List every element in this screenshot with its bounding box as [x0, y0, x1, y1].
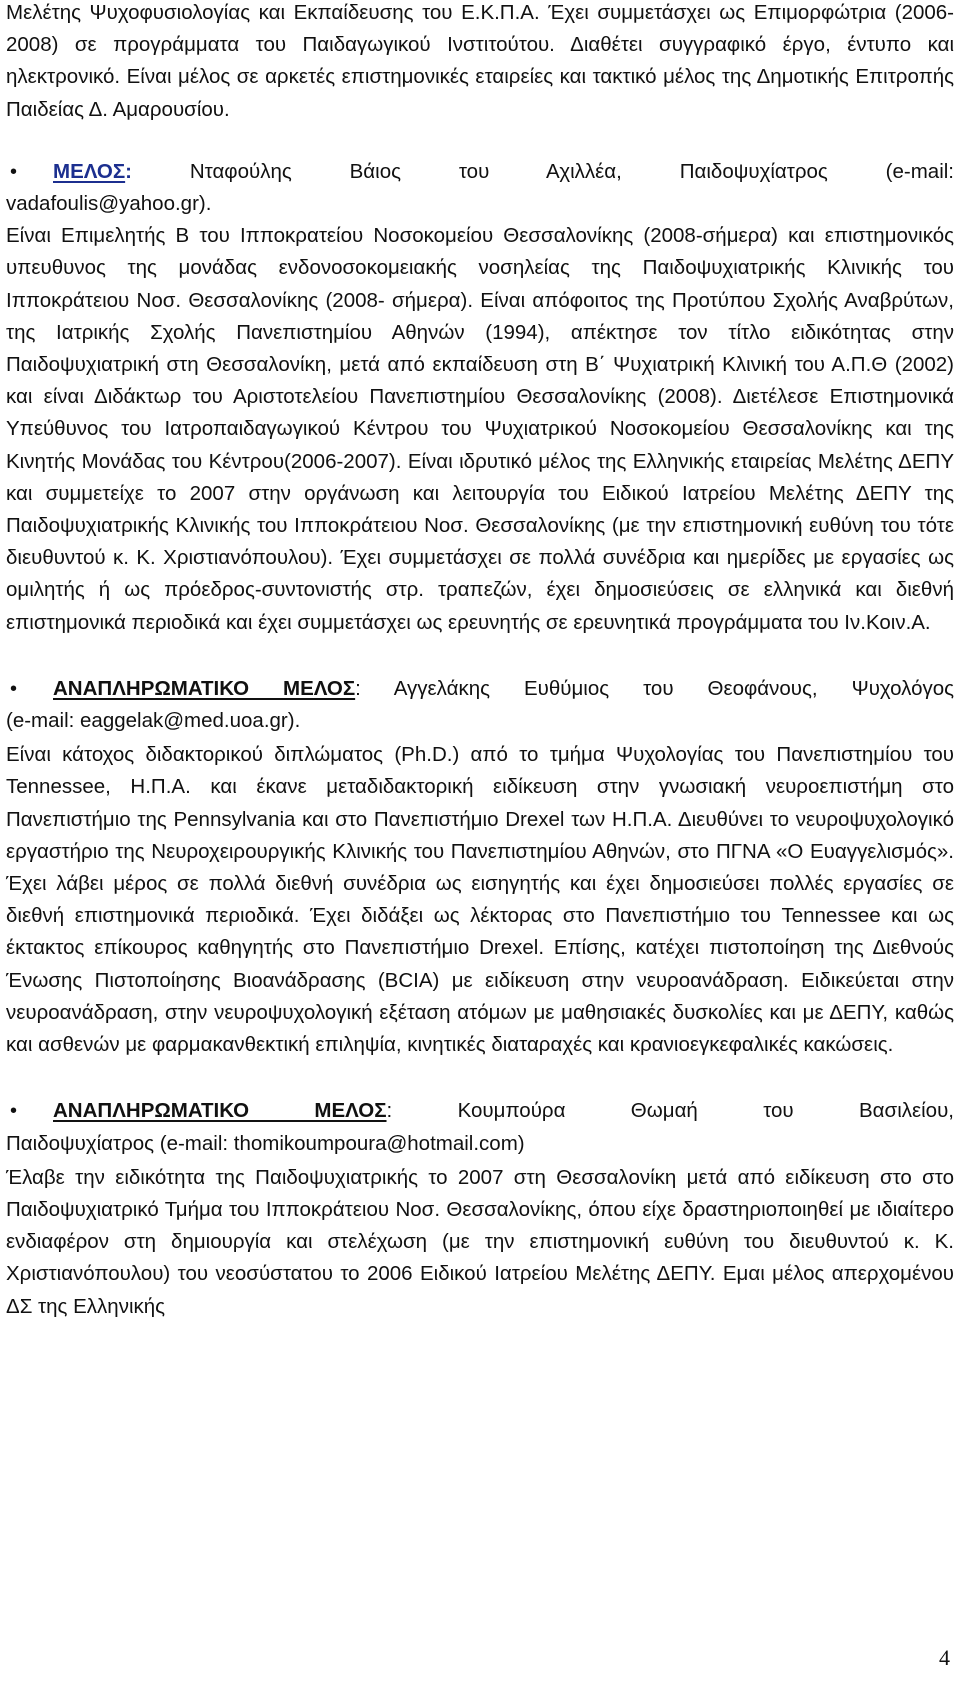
member-name-line: Νταφούλης Βάιος του Αχιλλέα, Παιδοψυχίατρος (e-mail:: [131, 159, 954, 183]
intro-paragraph: Μελέτης Ψυχοφυσιολογίας και Εκπαίδευσης του Ε.Κ.Π.Α. Έχει συμμετάσχει ως Επιμορφώτρια (2006-2008) σε προγράμματα του Παιδαγωγικού Ινστιτούτου. Διαθέτει συγγραφικό έργο, έντυπο και ηλεκτρονικό. Είναι μέλος σε αρκετές επιστημονικές εταιρείες και τακτικό μέλος της Δημοτικής Επιτροπής Παιδείας Δ. Αμαρουσίου.: [6, 1, 954, 121]
member-contact: (e-mail: eaggelak@med.uoa.gr).: [6, 709, 301, 733]
member-name-line: Αγγελάκης Ευθύμιος του Θεοφάνους, Ψυχολόγος: [360, 676, 955, 700]
bullet-icon: •: [10, 677, 18, 700]
member-heading: [6, 673, 954, 705]
member-bio: Είναι Επιμελητής Β του Ιπποκρατείου Νοσοκομείου Θεσσαλονίκης (2008-σήμερα) και επιστημονικός υπευθυνος της μονάδας ενδονοσοκομειακής νοσηλείας της Παιδοψυχιατρικής Κλινικής του Ιπποκράτειου Νοσ. Θεσσαλονίκης (2008- σήμερα). Είναι απόφοιτος της Προτύπου Σχολής Αναβρύτων, της Ιατρικής Σχολής Πανεπιστημίου Αθηνών (1994), απέκτησε τον τίτλο ειδικότητας στην Παιδοψυχιατρική στη Θεσσαλονίκη, μετά από εκπαίδευση στη Β΄ Ψυχιατρική Κλινική του Α.Π.Θ (2002) και είναι Διδάκτωρ του Αριστοτελείου Πανεπιστημίου Θεσσαλονίκης (2008). Διετέλεσε Επιστημονικά Υπεύθυνος του Ιατροπαιδαγωγικού Κέντρου του Ψυχιατρικού Νοσοκομείου Θεσσαλονίκης και της Κινητής Μονάδας του Κέντρου(2006-2007). Είναι ιδρυτικό μέλος της Ελληνικής εταιρείας Μελέτης ΔΕΠΥ και συμμετείχε το 2007 στην οργάνωση και λειτουργία του Ειδικού Ιατρείου Μελέτης ΔΕΠΥ της Παιδοψυχιατρικής Κλινικής του Ιπποκράτειου Νοσ. Θεσσαλονίκης (με την επιστημονική ευθύνη του τότε διευθυντού κ. Κ. Χριστιανόπουλου). Έχει συμμετάσχει σε πολλά συνέδρια και ημερίδες με εργασίες ως ομιλητής ή ως πρόεδρος-συντονιστής στρ. τραπεζών, έχει δημοσιεύσεις σε ελληνικά και διεθνή επιστημονικά περιοδικά και έχει συμμετάσχει ως ερευνητής σε ερευνητικά προγράμματα του Ιν.Κοιν.Α.: [6, 224, 954, 634]
section-gap: [6, 639, 954, 673]
section-gap: [6, 126, 954, 156]
member-contact: vadafoulis@yahoo.gr).: [6, 192, 212, 216]
bullet-icon: •: [10, 1100, 18, 1123]
member-entry: [6, 156, 954, 639]
role-colon: :: [355, 676, 361, 700]
bullet-icon: •: [10, 160, 18, 183]
section-gap: [6, 1061, 954, 1095]
member-heading: [6, 1095, 954, 1127]
role-colon: :: [386, 1099, 393, 1123]
role-colon: :: [125, 159, 132, 183]
document-page: [6, 0, 954, 1323]
page-number: 4: [939, 1645, 950, 1670]
member-bio: Είναι κάτοχος διδακτορικού διπλώματος (Ph.D.) από το τμήμα Ψυχολογίας του Πανεπιστημίου του Tennessee, Η.Π.Α. και έκανε μεταδιδακτορική ειδίκευση στην γνωσιακή νευροεπιστήμη στο Πανεπιστήμιο της Pennsylvania και στο Πανεπιστήμιο Drexel των Η.Π.Α. Διευθύνει το νευροψυχολογικό εργαστήριο της Νευροχειρουργικής Κλινικής του Πανεπιστημίου Αθηνών, στο ΠΓΝΑ «Ο Ευαγγελισμός». Έχει λάβει μέρος σε πολλά διεθνή συνέδρια ως εισηγητής και έχει δημοσιεύσει πολλές εργασίες σε διεθνή επιστημονικά περιοδικά. Έχει διδάξει ως λέκτορας στο Πανεπιστήμιο του Tennessee και ως έκτακτος επίκουρος καθηγητής στο Πανεπιστήμιο Drexel. Επίσης, κατέχει πιστοποίηση της Διεθνούς Ένωσης Πιστοποίησης Βιοανάδρασης (BCIA) με ειδίκευση στην νευροανάδραση. Ειδικεύεται στην νευροανάδραση, στην νευροψυχολογική εξέταση ατόμων με μαθησιακές δυσκολίες και με ΔΕΠΥ, καθώς και ασθενών με φαρμακανθεκτική επιληψία, κινητικές διαταραχές και κρανιοεγκεφαλικές κακώσεις.: [6, 743, 954, 1057]
member-entry: [6, 673, 954, 1061]
member-role: ΑΝΑΠΛΗΡΩΜΑΤΙΚΟ ΜΕΛΟΣ: [53, 676, 356, 700]
member-role: ΜΕΛΟΣ: [53, 159, 126, 183]
member-bio: Έλαβε την ειδικότητα της Παιδοψυχιατρικής το 2007 στη Θεσσαλονίκη μετά από ειδίκευση στο στο Παιδοψυχιατρικό Τμήμα του Ιπποκράτειου Νοσ. Θεσσαλονίκης, όπου είχε δραστηριοποιηθεί με ιδιαίτερο ενδιαφέρον στη δημιουργία και στελέχωση (με την επιστημονική ευθύνη του διευθυντού κ. Κ. Χριστιανόπουλου) του νεοσύστατου το 2006 Ειδικού Ιατρείου Μελέτης ΔΕΠΥ. Εμαι μέλος απερχομένου ΔΣ της Ελληνικής: [6, 1165, 954, 1318]
member-name-line: Κουμπούρα Θωμαή του Βασιλείου,: [392, 1099, 954, 1123]
member-heading: [6, 156, 954, 188]
member-contact: Παιδοψυχίατρος (e-mail: thomikoumpoura@hotmail.com): [6, 1131, 525, 1155]
member-entry: [6, 1095, 954, 1322]
member-role: ΑΝΑΠΛΗΡΩΜΑΤΙΚΟ ΜΕΛΟΣ: [53, 1099, 387, 1123]
